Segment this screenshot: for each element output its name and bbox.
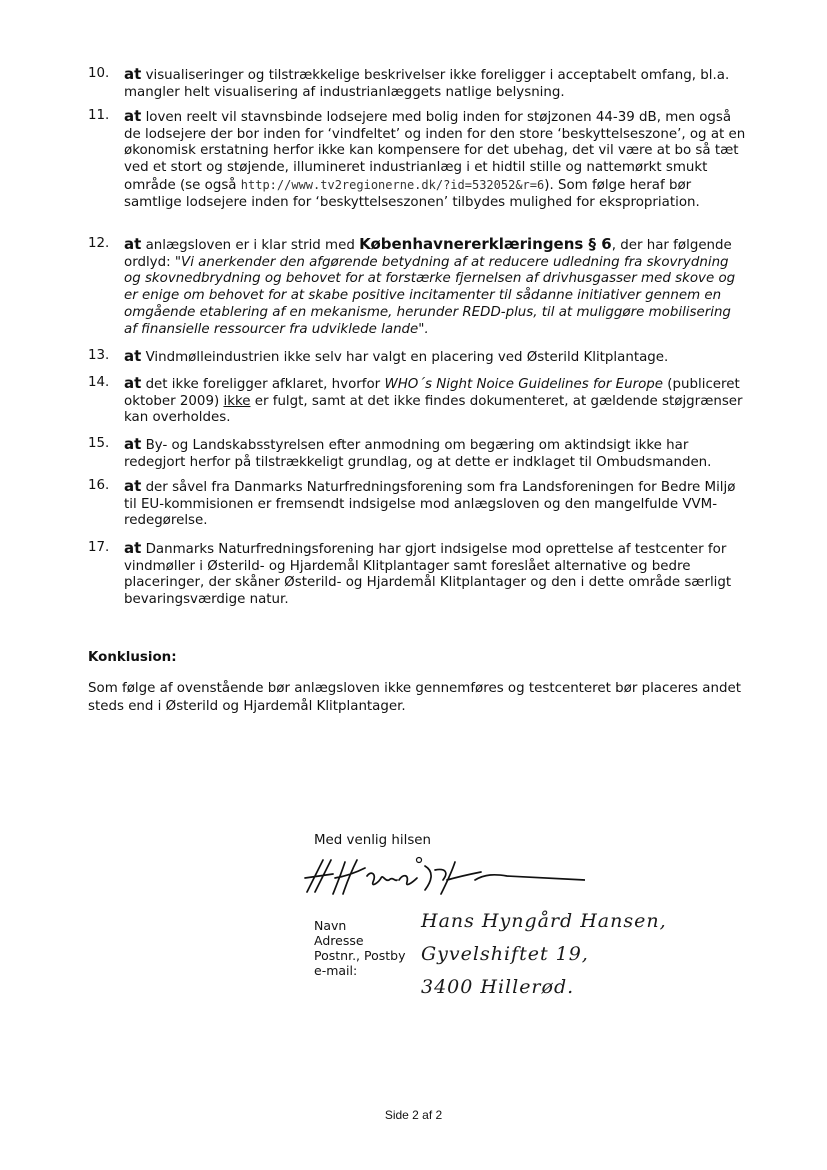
item-text: anlægsloven er i klar strid med bbox=[145, 238, 355, 253]
field-label-postcode: Postnr., Postby bbox=[314, 948, 406, 963]
closing-greeting: Med venlig hilsen bbox=[314, 833, 432, 848]
item-keyword: at bbox=[124, 107, 142, 125]
item-text-end: er fulgt, samt at det ikke findes dokumenteret, at gældende støjgrænser kan overholdes. bbox=[124, 393, 743, 426]
item-text: Danmarks Naturfredningsforening har gjort indsigelse mod oprettelse af testcenter for vindmøller i Østerild- og Hjardemål Klitplantager samt foreslået alternative og bedre placeringer, der skåner Østerild- og Hjardemål Klitplantager og den i dette område særligt bevaringsværdige natur. bbox=[124, 542, 732, 608]
item-keyword: at bbox=[124, 435, 142, 453]
item-keyword: at bbox=[124, 65, 142, 83]
item-text-cont: , der har følgende ordlyd: bbox=[124, 238, 732, 270]
field-label-name: Navn bbox=[314, 918, 347, 933]
item-text: loven reelt vil stavnsbinde lodsejere med bolig inden for støjzonen 44-39 dB, men også de lodsejere der bor inden for ‘vindfeltet’ og inden for den store ‘beskyttelseszone’, og at en økonomisk erstatning herfor ikke kan kompensere for det ubehag, det vil være at bo så tæt ved et stort og støjende, illumineret industrianlæg i et hidtil stille og nattemørkt smukt område (se også bbox=[124, 110, 746, 193]
item-text: der såvel fra Danmarks Naturfredningsforening som fra Landsforeningen for Bedre Miljø til EU-kommisionen er fremsendt indsigelse mod anlægsloven og den mangelfulde VVM-redegørelse. bbox=[124, 480, 736, 529]
list-item-16 bbox=[88, 478, 748, 530]
conclusion-text: Som følge af ovenstående bør anlægsloven ikke gennemføres og testcenteret bør placeres andet steds end i Østerild og Hjardemål Klitplantager. bbox=[88, 681, 741, 714]
quote-text: "Vi anerkender den afgørende betydning af at reducere udledning fra skovrydning og skovnedbrydning og behovet for at forstærke fjernelsen af drivhusgasser med skove og er enige om behovet for at skabe positive incitamenter til sådanne initiativer gennem en omgående etablering af en mekanisme, herunder REDD-plus, til at muliggøre mobilisering af finansielle ressourcer fra udviklede lande". bbox=[124, 254, 736, 337]
underlined-word: ikke bbox=[223, 393, 251, 409]
page-footer: Side 2 af 2 bbox=[384, 1108, 443, 1122]
list-item-10 bbox=[88, 66, 748, 101]
item-text: det ikke foreligger afklaret, hvorfor bbox=[145, 377, 381, 392]
item-text-cont: (publiceret oktober 2009) bbox=[124, 377, 740, 409]
item-number: 17. bbox=[88, 540, 110, 555]
item-number: 12. bbox=[88, 236, 110, 251]
handwritten-name: Hans Hyngård Hansen, bbox=[421, 910, 667, 932]
item-number: 13. bbox=[88, 348, 110, 363]
conclusion-heading: Konklusion: bbox=[88, 650, 177, 665]
item-keyword: at bbox=[124, 374, 142, 392]
guideline-title: WHO´s Night Noice Guidelines for Europe bbox=[384, 377, 664, 392]
item-number: 10. bbox=[88, 66, 110, 81]
handwritten-address: Gyvelshiftet 19, bbox=[421, 943, 589, 965]
item-keyword: at bbox=[124, 477, 142, 495]
item-number: 14. bbox=[88, 375, 110, 390]
item-text: By- og Landskabsstyrelsen efter anmodning om begæring om aktindsigt ikke har redegjort herfor på tilstrækkeligt grundlag, og at dette er indklaget til Ombudsmanden. bbox=[124, 438, 712, 470]
field-label-address: Adresse bbox=[314, 933, 364, 948]
item-number: 11. bbox=[88, 108, 110, 123]
item-text: visualiseringer og tilstrækkelige beskrivelser ikke foreligger i acceptabelt omfang, bl.a. mangler helt visualisering af industrianlæggets natlige belysning. bbox=[124, 68, 730, 100]
item-text: Vindmølleindustrien ikke selv har valgt en placering ved Østerild Klitplantage. bbox=[145, 350, 669, 365]
list-item-12 bbox=[88, 236, 748, 338]
item-keyword: at bbox=[124, 539, 142, 557]
list-item-17 bbox=[88, 540, 748, 609]
item-number: 15. bbox=[88, 436, 110, 451]
declaration-name: Københavnererklæringens § 6 bbox=[359, 235, 612, 253]
list-item-13 bbox=[88, 348, 748, 367]
list-item-15 bbox=[88, 436, 748, 471]
item-keyword: at bbox=[124, 347, 142, 365]
contact-fields bbox=[314, 918, 405, 978]
list-item-14 bbox=[88, 375, 748, 427]
list-item-11 bbox=[88, 108, 748, 211]
handwritten-postcode: 3400 Hillerød. bbox=[421, 976, 575, 998]
field-label-email: e-mail: bbox=[314, 963, 358, 978]
source-link[interactable]: http://www.tv2regionerne.dk/?id=532052&r=6 bbox=[240, 177, 545, 192]
item-number: 16. bbox=[88, 478, 110, 493]
item-text-cont: ). Som følge heraf bør samtlige lodsejere inden for ‘beskyttelseszonen’ tilbydes mulighed for ekspropriation. bbox=[124, 177, 700, 210]
handwritten-signature bbox=[285, 852, 585, 900]
item-keyword: at bbox=[124, 235, 142, 253]
